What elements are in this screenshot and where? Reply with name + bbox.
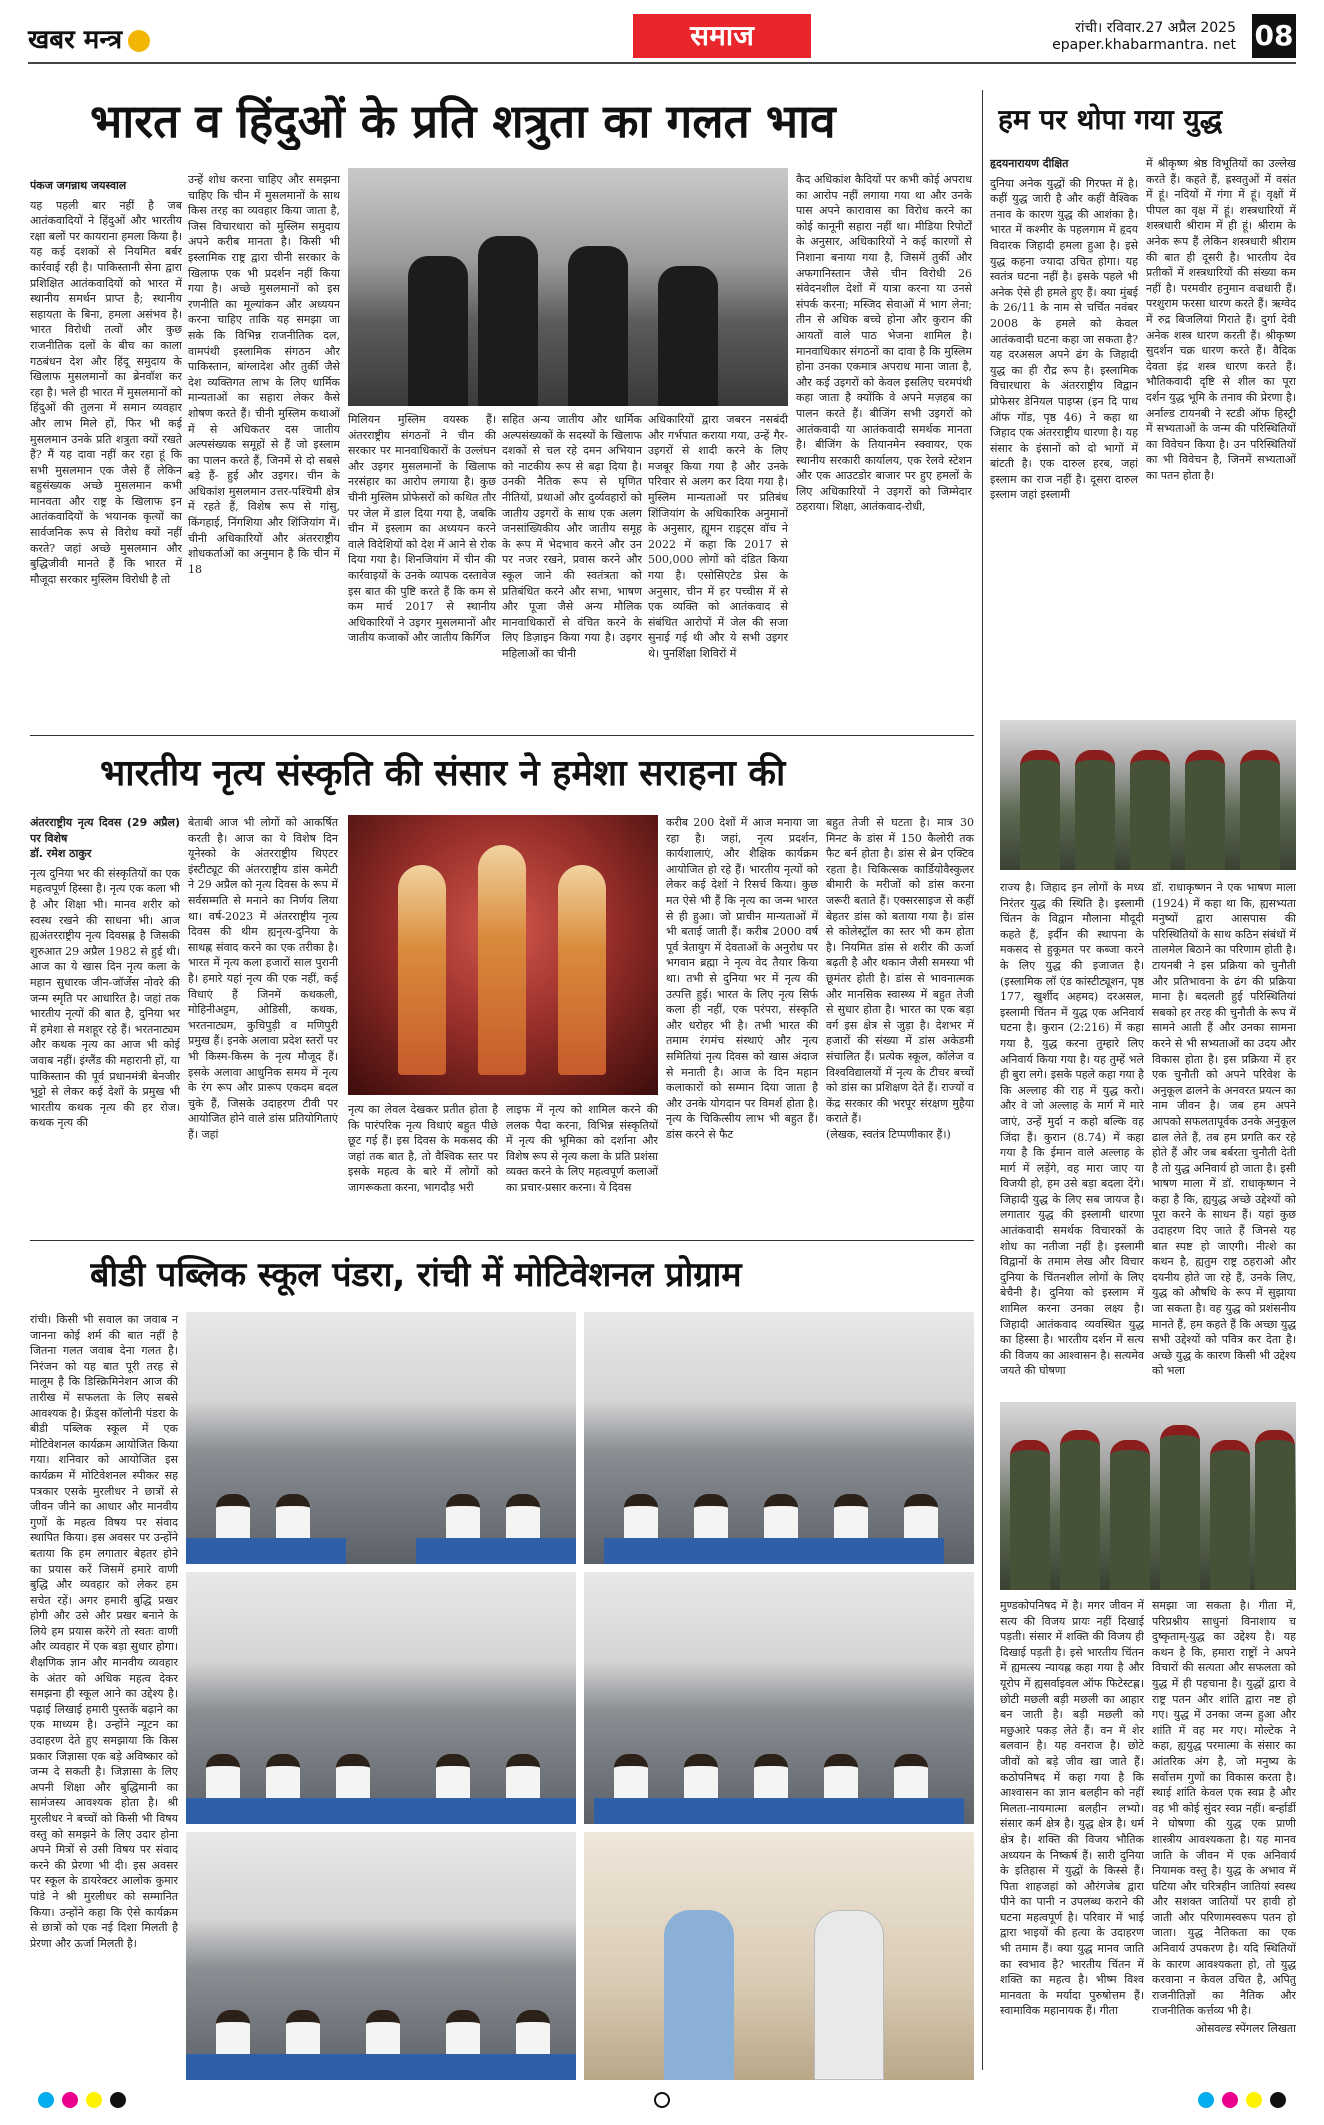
article3-author: डॉ. रमेश ठाकुर <box>30 847 92 861</box>
article3-headline: भारतीय नृत्य संस्कृति की संसार ने हमेशा सराहना की <box>100 753 786 794</box>
issue-date: रांची। रविवार.27 अप्रैल 2025 <box>1075 20 1236 36</box>
article3-col3: नृत्य का लेवल देखकर प्रतीत होता है कि पारंपरिक नृत्य विधाएं बहुत पीछे छूट गई हैं। इस दिवस के मकसद की जहां तक बात है, तो वैश्विक स्तर पर इसके महत्व के बारे में लोगों को जागरूकता करना, भागदौड़ भरी <box>348 1103 498 1194</box>
article3-col6 <box>826 815 974 1235</box>
brand-name: खबर मन्त्र <box>28 25 123 55</box>
article3-col5: करीब 200 देशों में आज मनाया जा रहा है। जहां, नृत्य प्रदर्शन, कार्यशालाएं, और शैक्षिक कार्यक्रम आयोजित हो रहे हैं। भारतीय नृत्यों को लेकर कई देशों ने रिसर्च किया। कुछ मत ऐसे भी हैं कि नृत्य का जन्म भारत से ही हुआ। जो प्राचीन मान्यताओं में भी बताई जाती हैं। करीब 2000 वर्ष पूर्व त्रेतायुग में देवताओं के अनुरोध पर भगवान ब्रह्मा ने नृत्य वेद तैयार किया था। तभी से दुनिया भर में नृत्य की उत्पत्ति हुई। भारत के लिए नृत्य सिर्फ कला ही नहीं, एक परंपरा, संस्कृति और धरोहर भी है। तभी भारत की तमाम रंगमंच संस्थाएं और नृत्य समितियां नृत्य दिवस को खास अंदाज से मनाती है। आज के दिन महान कलाकारों को सम्मान दिया जाता है और उनके योगदान पर विमर्श होता है। नृत्य के चिकित्सीय लाभ भी बहुत हैं। डांस करने से फैट <box>666 816 818 1141</box>
soldiers-photo-top <box>1000 720 1296 870</box>
article1-col4: सहित अन्य जातीय और धार्मिक अल्पसंख्यकों के सदस्यों के खिलाफ दशकों से चल रहे दमन अभियान को नाटकीय रूप से बढ़ा दिया है। उनकी नैतिक रूप से घृणित नीतियों, प्रथाओं और दुर्व्यवहारों को जातीय उइगरों के साथ एक अलग जनसांख्यिकीय और जातीय समूह के रूप में भेदभाव करने और उन पर नजर रखने, प्रवास करने और स्कूल जाने की स्वतंत्रता को प्रतिबंधित करने और सभा, भाषण और पूजा जैसे अन्य मौलिक मानवाधिकारों से वंचित करने के लिए डिज़ाइन किया गया है। उइगर महिलाओं का चीनी <box>502 413 642 660</box>
article2-byline: हृदयनारायण दीक्षित <box>990 157 1069 170</box>
article4-col1: रांची। किसी भी सवाल का जवाब न जानना कोई शर्म की बात नहीं है जितना गलत जवाब देना गलत है। निरंजन को यह बात पूरी तरह से मालूम है कि डिस्क्रिमिनेशन आज की तारीख में सफलता के लिए सबसे आवश्यक है। फ्रेंड्स कॉलोनी पंडरा के बीडी पब्लिक स्कूल में एक मोटिवेशनल कार्यक्रम आयोजित किया गया। शनिवार को आयोजित इस कार्यक्रम में मोटिवेशनल स्पीकर सह पत्रकार एसके मुरलीधर ने छात्रों से जीवन जीने का आधार और मानवीय गुणों के महत्व विषय पर संवाद स्थापित किया। इस अवसर पर उन्होंने बताया कि हम लगातार बेहतर होने का प्रयास करें जिसमें हमारे वाणी बुद्धि और व्यवहार को लेकर हम सचेत रहें। अगर हमारी बुद्धि प्रखर होगी और उसे और प्रखर बनाने के लिये हम प्रयास करेंगे तो स्वतः वाणी और व्यवहार में एक बड़ा सुधार होगा। शैक्षणिक ज्ञान और मानवीय व्यवहार के अंतर को अधिक महत्व देकर समझना ही स्कूल आने का उद्देश्य है। पढ़ाई लिखाई हमारी पुस्तकें बढ़ाने का एक माध्यम है। उन्होंने न्यूटन का उदाहरण देते हुए समझाया कि किस प्रकार जिज्ञासा एक बड़े अविष्कार को जन्म दे सकती है। जिज्ञासा के लिए अपनी शिक्षा और बुद्धिमानी का सामंजस्य आवश्यक होता है। श्री मुरलीधर ने बच्चों को किसी भी विषय वस्तु को समझने के लिए उदार होना अपने मित्रों से उसी विषय पर संवाद करने की प्रेरणा भी दी। इस अवसर पर स्कूल के डायरेक्टर आलोक कुमार पांडे ने श्री मुरलीधर को सम्मानित किया। उन्होंने कहा कि ऐसे कार्यक्रम से छात्रों को एक नई दिशा मिलती है प्रेरणा और ऊर्जा मिलती है। <box>30 1313 178 1950</box>
brand-logo <box>28 20 150 56</box>
section-rule-2 <box>30 1240 974 1241</box>
police-photo <box>348 168 788 406</box>
classroom-photo-1 <box>186 1312 576 1564</box>
article1-col1 <box>30 178 182 728</box>
article2-headline: हम पर थोपा गया युद्ध <box>998 103 1223 136</box>
article2-credit: ओसवल्ड स्पेंगलर लिखता <box>1195 2022 1296 2036</box>
felicitation-photo <box>584 1832 974 2080</box>
brand-emblem-icon <box>128 30 150 52</box>
article2-col6 <box>1152 1598 1296 2080</box>
article3-col1 <box>30 815 180 1235</box>
article3-text-col6: बहुत तेजी से घटता है। मात्र 30 मिनट के डांस में 150 कैलोरी तक फैट बर्न होता है। डांस से ब्रेन एक्टिव रहता है। चिकित्सक कार्डियोवैस्कुलर बीमारी के मरीजों को डांस करना जरूरी बताते हैं। एक्सरसाइज से कहीं बेहतर डांस को बताया गया है। डांस से कोलेस्ट्रॉल का स्तर भी कम होता है। नियमित डांस से शरीर की ऊर्जा बढ़ती है और थकान जैसी समस्या भी छूमंतर होती है। डांस से भावनात्मक और मानसिक स्वास्थ्य में बहुत तेजी से सुधार होता है। भारत का एक बड़ा वर्ग इस क्षेत्र से जुड़ा है। देशभर में हजारों की संख्या में डांस अकेडमी संचालित हैं। प्रत्येक स्कूल, कॉलेज व विश्वविद्यालयों में नृत्य के टीचर बच्चों को डांस का प्रशिक्षण देते हैं। राज्यों व केंद्र सरकार की भरपूर संरक्षण मुहैया कराते हैं। <box>826 816 974 1126</box>
column-divider <box>982 90 983 2070</box>
classroom-photo-3 <box>186 1572 576 1824</box>
article2-text-col1: दुनिया अनेक युद्धों की गिरफ्त में है। कहीं युद्ध जारी है और कहीं वैश्विक तनाव के कारण युद्ध की आशंका है। भारत में कश्मीर के पहलगाम में हृदय विदारक जिहादी हमला हुआ है। इसे युद्ध कहना ज्यादा उचित होगा। यह स्वतंत्र घटना नहीं है। इसके पहले भी अनेक ऐसे ही हमले हुए हैं। क्या मुंबई के 26/11 के नाम से चर्चित नवंबर 2008 के हमले को केवल आतंकवादी घटना कहा जा सकता है? यह दरअसल अपने ढंग के जिहादी युद्ध का ही रौद्र रूप है। इस्लामिक विचारधारा के अंतरराष्ट्रीय विद्वान प्रोफेसर डेनियल पाइप्स (इन दि पाथ ऑफ गॉड, पृष्ठ 46) ने कहा था जिहाद एक अंतरराष्ट्रीय धारणा है। यह संसार के इंसानों को दो भागों में बांटती है। एक दारुल हरब, जहां इस्लाम का राज नहीं है। दूसरा दारुल इस्लाम जहां इस्लामी <box>990 176 1138 502</box>
article2-text-col6: समझा जा सकता है। गीता में, परिप्रश्नीय साधुनां विनाशाय च दुष्कृताम्-युद्ध का उद्देश्य है। यह कथन है कि, हमारा राष्ट्रों ने अपने विचारों की सत्यता और सफलता को युद्ध में ही पहचाना है। युद्धों द्वारा वे राष्ट्र पतन और शांति द्वारा नष्ट हो गए। युद्ध में उनका जन्म हुआ और शांति में वह मर गए। मोल्टेक ने कहा, ह्ययुद्ध परमात्मा के संसार का आंतरिक अंग है, जो मनुष्य के सर्वोत्तम गुणों का विकास करता है। स्थाई शांति केवल एक स्वप्न है और वह भी कोई सुंदर स्वप्न नहीं। बर्न्हार्डी ने घोषणा की युद्ध एक प्राणी शास्त्रीय आवश्यकता है। यह मानव जाति के जीवन में एक अनिवार्य नियामक वस्तु है। युद्ध के अभाव में घटिया और चरित्रहीन जातियां स्वस्थ और सशक्त जातियों पर हावी हो जाती और परिणामस्वरूप पतन हो जाता। युद्ध नैतिकता का एक अनिवार्य उपकरण है। यदि स्थितियों के कारण आवश्यकता हो, तो युद्ध करवाना न केवल उचित है, अपितु राजनीतिज्ञों का नैतिक और राजनीतिक कर्त्तव्य भी है। <box>1152 1599 1296 2018</box>
section-rule <box>30 735 974 736</box>
print-registration-marks <box>28 2090 1296 2110</box>
article3-byline <box>30 815 180 862</box>
section-title: समाज <box>633 14 811 58</box>
article1-col2: उन्हें शोध करना चाहिए और समझना चाहिए कि चीन में मुसलमानों के साथ किस तरह का व्यवहार किया जाता है, जिस विचारधारा को मुस्लिम समुदाय अपने करीब मानता है। किसी भी इस्लामिक राष्ट्र द्वारा चीनी सरकार के खिलाफ एक भी प्रदर्शन नहीं किया गया है। अच्छे मुसलमानों को इस रणनीति का मूल्यांकन और अध्ययन करना चाहिए ताकि यह समझा जा सके कि विभिन्न राजनीतिक दल, वामपंथी इस्लामिक संगठन और पाकिस्तान, बांग्लादेश और तुर्की जैसे देश व्यक्तिगत लाभ के लिए धार्मिक मान्यताओं का सहारा लेकर कैसे शोषण करते हैं। चीनी मुस्लिम कथाओं में से अधिकतर दस जातीय अल्पसंख्यक समूहों से हैं जो इस्लाम का पालन करते हैं, जिनमें से दो सबसे बड़े हैं- हुई और उइगर। चीन के अधिकांश मुसलमान उत्तर-पश्चिमी क्षेत्र में रहते हैं, विशेष रूप से गांसु, किंगहाई, निंगशिया और शिंजियांग में। चीनी अधिकारियों और अंतरराष्ट्रीय शोधकर्ताओं का अनुमान है कि चीन में 18 <box>188 173 340 576</box>
article3-occasion: अंतरराष्ट्रीय नृत्य दिवस (29 अप्रैल) पर विशेष <box>30 816 180 845</box>
article2-col3: राज्य है। जिहाद इन लोगों के मध्य निरंतर युद्ध की स्थिति है। इस्लामी चिंतन के विद्वान मौलाना मौदूदी कहते हैं, इर्दीन की स्थापना के मकसद से हुकूमत पर कब्जा करने के लिए युद्ध की इजाजत है। (इस्लामिक लॉ एंड कांस्टीट्यूशन, पृष्ठ 177, खुर्शीद अहमद) दरअसल, इस्लामी चिंतन में युद्ध एक अनिवार्य घटना है। कुरान (2:216) में कहा गया है, युद्ध करना तुम्हारे लिए अनिवार्य किया गया है। यह तुम्हें भले ही बुरा लगे। इसके पहले कहा गया है कि अल्लाह की राह में युद्ध करो। और वे जो अल्लाह के मार्ग में मारे जाएं, उन्हें मुर्दा न कहो बल्कि वह जिंदा हैं। कुरान (8.74) में कहा गया है कि ईमान वाले अल्लाह के मार्ग में लड़ेंगे, वह मारा जाए या विजयी हो, हम उसे बड़ा बदला देंगे। जिहादी युद्ध के लिए सब जायज है। लगातार युद्ध की इस्लामी धारणा आतंकवादी समर्थक विचारकों के शोध का नतीजा नहीं है। इस्लामी विद्वानों के तमाम लेख और विचार दुनिया के चिंतनशील लोगों के लिए बेचैनी है। दुनिया को इस्लाम में शामिल करना उनका लक्ष्य है। जिहादी आतंकवाद व्यवस्थित युद्ध का हिस्सा है। भारतीय दर्शन में सत्य की विजय का आश्वासन है। सत्यमेव जयते की घोषणा <box>1000 881 1144 1378</box>
dance-photo <box>348 815 658 1095</box>
article1-byline: पंकज जगन्नाथ जयस्वाल <box>30 179 127 192</box>
article1-text-col1: यह पहली बार नहीं है जब आतंकवादियों ने हिंदुओं और भारतीय रक्षा बलों पर कायराना हमला किया है। यह कई दशकों से नियमित बर्बर कार्रवाई रही है। पाकिस्तानी सेना द्वारा प्रशिक्षित आतंकवादियों को भारत में स्थानीय समर्थन प्राप्त है; स्थानीय सहायता के बिना, हमला असंभव है। भारत विरोधी तत्वों और कुछ राजनीतिक दलों के बीच का काला गठबंधन देश और हिंदू समुदाय के खिलाफ मुसलमानों का ब्रेनवॉश कर रहा है। भले ही भारत में मुसलमानों को हिंदुओं की तुलना में समान व्यवहार और लाभ मिले हों, फिर भी कई मुसलमान उनके प्रति शत्रुता क्यों रखते हैं? मैं यह दावा नहीं कर रहा हूं कि सभी मुसलमान एक जैसे हैं लेकिन बहुसंख्यक अच्छे मुसलमान कभी मानवता और राष्ट्र के खिलाफ इन आतंकवादियों के भयानक कृत्यों का सार्वजनिक रूप से विरोध क्यों नहीं करते? जहां अच्छे मुसलमान और बुद्धिजीवी मानते हैं कि भारत में मौजूदा सरकार मुस्लिम विरोधी है तो <box>30 198 182 586</box>
article2-col1 <box>990 156 1138 716</box>
article4-headline: बीडी पब्लिक स्कूल पंडरा, रांची में मोटिवेशनल प्रोग्राम <box>90 1255 742 1295</box>
classroom-photo-4 <box>584 1572 974 1824</box>
classroom-photo-2 <box>584 1312 974 1564</box>
page-number: 08 <box>1252 14 1296 58</box>
article1-col3: मिलियन मुस्लिम वयस्क हैं। अंतरराष्ट्रीय संगठनों ने चीन की सरकार पर मानवाधिकारों के उल्लंघन और उइगर मुसलमानों के खिलाफ नरसंहार का आरोप लगाया है। कुछ चीनी मुस्लिम प्रोफेसरों को कथित तौर पर जेल में डाल दिया गया है, जबकि चीन में इस्लाम का अध्ययन करने वाले विदेशियों को देश में आने से रोक दिया गया है। शिनजियांग में चीन की कार्रवाइयों के उनके व्यापक दस्तावेज इस बात की पुष्टि करते हैं कि कम से कम मार्च 2017 से स्थानीय अधिकारियों ने उइगर मुसलमानों और जातीय कजाकों और जातीय किर्गिज <box>348 413 496 645</box>
epaper-site: epaper.khabarmantra. net <box>1052 37 1236 53</box>
article1-col6: कैद अधिकांश कैदियों पर कभी कोई अपराध का आरोप नहीं लगाया गया था और उनके पास अपने कारावास का विरोध करने का कोई कानूनी सहारा नहीं था। मीडिया रिपोर्टों के अनुसार, अधिकारियों ने कई कारणों से निशाना बनाया गया है, जिसमें तुर्की और अफगानिस्तान जैसे चीन विरोधी 26 संवेदनशील देशों में यात्रा करना या उनसे संपर्क करना; मस्जिद सेवाओं में भाग लेना; तीन से अधिक बच्चे होना और कुरान की आयतों वाले पाठ भेजना शामिल है। मानवाधिकार संगठनों का दावा है कि मुस्लिम होना उनका एकमात्र अपराध माना जाता है, और कई उइगरों को केवल इसलिए चरमपंथी कहा जाता है क्योंकि वे अपने मज़हब का पालन करते हैं। बीजिंग सभी उइगरों को आतंकवादी या आतंकवादी समर्थक मानता है। बीजिंग के तियानमेन स्क्वायर, एक स्थानीय सरकारी कार्यालय, एक रेलवे स्टेशन और एक आउटडोर बाजार पर हुए हमलों के लिए अधिकारियों ने उइगरों को जिम्मेदार ठहराया। शिक्षा, आतंकवाद-रोधी, <box>796 173 972 514</box>
article2-col4: डॉ. राधाकृष्णन ने एक भाषण माला (1924) में कहा था कि, ह्यसभ्यता मनुष्यों द्वारा आसपास की परिस्थितियों के साथ कठिन संबंधों में तालमेल बिठाने का परिणाम होती है। टायनबी ने इस प्रक्रिया को चुनौती और प्रतिभावना के ढंग की प्रक्रिया माना है। बदलती हुई परिस्थितियां सबको हर तरह की चुनौती के रूप में सामने आती हैं और उनका सामना करने से भी सभ्यताओं का उदय और विकास होता है। इस प्रक्रिया में हर एक चुनौती को अपने परिवेश के अनुकूल ढालने के अनवरत प्रयत्न का नाम जीवन है। जब हम अपने आपको सफलतापूर्वक उनके अनुकूल ढाल लेते हैं, तब हम प्रगति कर रहे होते हैं और जब बर्बरता चुनौती देती है तो युद्ध अनिवार्य हो जाता है। इसी भाषण माला में डॉ. राधाकृष्णन ने कहा है कि, ह्ययुद्ध अच्छे उद्देश्यों को पूरा करने के साधन हैं। यहां कुछ उदाहरण दिए जाते हैं जिनसे यह बात स्पष्ट हो जाएगी। नीत्शे का कथन है, ह्यतुम राष्ट्र ठहराओ और दयनीय होते जा रहे हैं, उनके लिए, युद्ध को औषधि के रूप में सुझाया जा सकता है। वह युद्ध को प्रशंसनीय मानते हैं, हम कहते हैं कि अच्छा युद्ध सभी उद्देश्यों को पवित्र कर देता है। अच्छे युद्ध के कारण किसी भी उद्देश्य को भला <box>1152 881 1296 1378</box>
article3-credit: (लेखक, स्वतंत्र टिप्पणीकार हैं।) <box>826 1127 951 1141</box>
article1-col5: अधिकारियों द्वारा जबरन नसबंदी और गर्भपात कराया गया, उन्हें गैर-उइगरों से शादी करने के लिए मजबूर किया गया है और उनके परिवार से अलग कर दिया गया है। मुस्लिम मान्यताओं पर प्रतिबंध शिंजियांग के अधिकारिक अनुमानों के अनुसार, ह्यूमन राइट्स वॉच ने 2022 में कहा कि 2017 से 500,000 लोगों को दंडित किया गया है। एसोसिएटेड प्रेस के अनुसार, चीन में हर पच्चीस में से एक व्यक्ति को आतंकवाद से संबंधित आरोपों में जेल की सजा सुनाई गई थी और ये सभी उइगर थे। पुनर्शिक्षा शिविरों में <box>648 413 788 660</box>
article1-headline: भारत व हिंदुओं के प्रति शत्रुता का गलत भाव <box>90 94 836 148</box>
soldiers-photo-bottom <box>1000 1402 1296 1590</box>
article3-text-col1: नृत्य दुनिया भर की संस्कृतियों का एक महत्वपूर्ण हिस्सा है। नृत्य एक कला भी है और शिक्षा भी। मानव शरीर को स्वस्थ रखने की साधना भी। आज ह्यअंतरराष्ट्रीय नृत्य दिवसह्ण है जिसकी शुरुआत 29 अप्रैल 1982 से हुई थी। आज का ये खास दिन नृत्य कला के महान सुधारक जीन-जॉर्जेस नोवरे की जन्म स्मृति पर आधारित है। जहां तक भारतीय नृत्यों की बात है, दुनिया भर में हमेशा से मशहूर रहे हैं। भरतनाट्यम और कथक नृत्य का आज भी कोई जवाब नहीं। इंग्लैंड की महारानी हों, या पाकिस्तान की पूर्व प्रधानमंत्री बेनजीर भुट्टो से लेकर कई देशों के प्रमुख भी भारतीय कथक नृत्य की हर रोज। कथक नृत्य की <box>30 866 180 1130</box>
classroom-photo-5 <box>186 1832 576 2080</box>
masthead <box>28 14 1296 64</box>
dateline <box>1052 20 1236 54</box>
article2-col5: मुण्डकोपनिषद में है। मगर जीवन में सत्य की विजय प्रायः नहीं दिखाई पड़ती। संसार में शक्ति की विजय ही दिखाई पड़ती है। इसे भारतीय चिंतन में ह्यमत्स्य न्यायह्ण कहा गया है और यूरोप में ह्यसर्वाइवल ऑफ फिटेस्टह्ण। छोटी मछली बड़ी मछली का आहार बन जाती है। बड़ी मछली को मछुआरे पकड़ लेते हैं। वन में शेर बलवान है। यह वनराज है। छोटे जीवों को बड़े जीव खा जाते हैं। कठोपनिषद में कहा गया है कि आश्वासन का ज्ञान बलहीन को नहीं मिलता-नायमात्मा बलहीन लभ्यो। संसार कर्म क्षेत्र है। युद्ध क्षेत्र है। धर्म क्षेत्र है। शक्ति की विजय भौतिक अध्ययन के निष्कर्ष हैं। सारी दुनिया के इतिहास में युद्धों के किस्से हैं। पिता शाहजहां को औरंगजेब द्वारा पीने का पानी न उपलब्ध कराने की घटना महत्वपूर्ण है। परिवार में भाई द्वारा भाइयों की हत्या के उदाहरण भी तमाम हैं। क्या युद्ध मानव जाति का स्वभाव है? भारतीय चिंतन में शक्ति का महत्व है। भीष्म विश्व मानवता के मर्यादा पुरुषोत्तम हैं। स्वामाविक महानायक हैं। गीता <box>1000 1599 1144 2018</box>
article3-col4: लाइफ में नृत्य को शामिल करने की ललक पैदा करना, विभिन्न संस्कृतियों में नृत्य की भूमिका को दर्शाना और विशेष रूप से नृत्य कला के प्रति प्रशंसा व्यक्त करने के लिए महत्वपूर्ण कलाओं का प्रचार-प्रसार करना। ये दिवस <box>506 1103 658 1194</box>
article2-col2: में श्रीकृष्ण श्रेष्ठ विभूतियों का उल्लेख करते हैं। कहते हैं, ह्रस्वतुओं में वसंत में हूं। नदियों में गंगा में हूं। वृक्षों में पीपल का वृक्ष में हूं। शस्त्रधारियों में शस्त्रधारी श्रीराम में ही हूं। श्रीराम के अनेक रूप हैं लेकिन शस्त्रधारी श्रीराम की बात ही दूसरी है। भारतीय देव प्रतीकों में शस्त्रधारियों की संख्या कम नहीं है। परमवीर हनुमान वज्रधारी हैं। परशुराम फरसा धारण करते हैं। ऋग्वेद में रुद्र बिजलियां गिराते हैं। दुर्गा देवी अनेक शस्त्र धारण करती हैं। श्रीकृष्ण सुदर्शन चक्र धारण करते हैं। वैदिक देवता इंद्र शस्त्र धारण करते हैं। भौतिकवादी दृष्टि से शील का पूरा दर्शन युद्ध भूमि के तनाव की प्रेरणा है। अर्नाल्ड टायनबी ने स्टडी ऑफ हिस्ट्री में सभ्यताओं के जन्म की परिस्थितियों का विवेचन किया है। उन परिस्थितियों का भी विवेचन है, जिनमें सभ्यताओं का पतन होता है। <box>1146 157 1296 482</box>
article3-col2: बेताबी आज भी लोगों को आकर्षित करती है। आज का ये विशेष दिन यूनेस्को के अंतरराष्ट्रीय थिएटर इंस्टीट्यूट की अंतरराष्ट्रीय डांस कमेटी ने 29 अप्रैल को नृत्य दिवस के रूप में सर्वसम्मति से मनाने का निर्णय लिया था। वर्ष-2023 में अंतरराष्ट्रीय नृत्य दिवस की थीम ह्यनृत्य-दुनिया के साथह्ण संवाद करने का एक तरीका है। भारत में नृत्य कला हजारों साल पुरानी है। हमारे यहां नृत्य की एक नहीं, कई विधाएं हैं जिनमें कथकली, मोहिनीअट्टम, ओडिसी, कथक, भरतनाट्यम, कुचिपुड़ी व मणिपुरी प्रमुख हैं। इनके अलावा प्रदेश स्तरों पर भी किस्म-किस्म के नृत्य मौजूद हैं। इसके अलावा आधुनिक समय में नृत्य के रंग रूप और प्रारूप एकदम बदल चुके हैं, जिसके उदाहरण टीवी पर आयोजित होने वाले डांस प्रतियोगिताएं हैं। जहां <box>188 816 338 1141</box>
